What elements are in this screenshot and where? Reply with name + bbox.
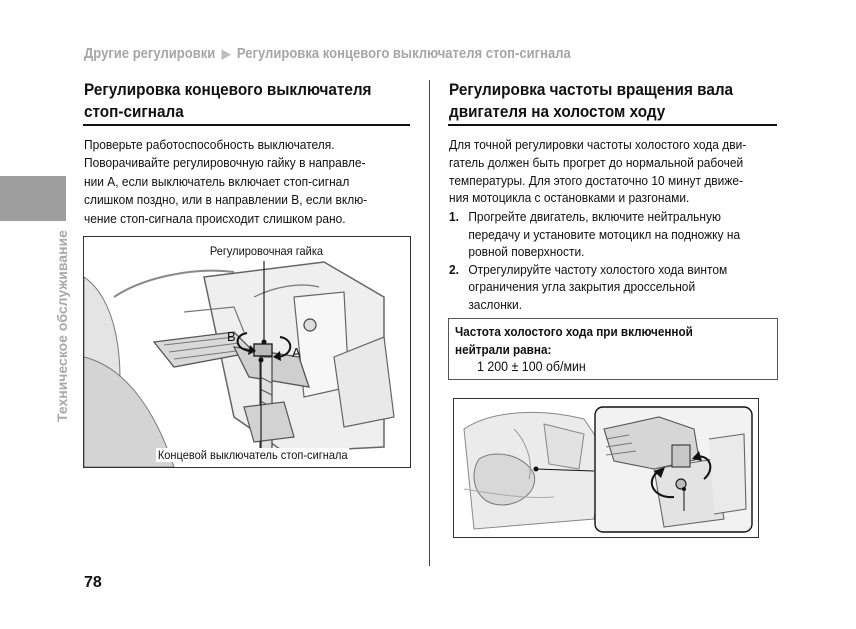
section-tab bbox=[0, 176, 66, 221]
right-title-line: двигателя на холостом ходу bbox=[449, 102, 666, 121]
step-line: ограничения угла закрытия дроссельной bbox=[468, 279, 696, 295]
breadcrumb-current: Регулировка концевого выключателя стоп-сигнала bbox=[236, 46, 571, 62]
text-line: нии A, если выключатель включает стоп-сигнал bbox=[84, 173, 350, 189]
text-line: Проверьте работоспособность выключателя. bbox=[84, 137, 335, 152]
text-line: чение стоп-сигнала происходит слишком рано. bbox=[84, 210, 346, 226]
text-line: температуры. Для этого достаточно 10 минут движе- bbox=[449, 172, 743, 188]
step-line: заслонки. bbox=[468, 296, 523, 312]
idle-speed-spec-box bbox=[448, 318, 778, 380]
brake-switch-illustration bbox=[84, 237, 410, 467]
text-line: слишком поздно, или в направлении B, если вклю- bbox=[84, 192, 368, 208]
spec-title-line: Частота холостого хода при включенной bbox=[455, 324, 693, 339]
step-line: Прогрейте двигатель, включите нейтральную bbox=[468, 209, 721, 224]
text-line: Поворачивайте регулировочную гайку в направле- bbox=[84, 155, 366, 171]
column-divider bbox=[429, 80, 430, 566]
left-section-title bbox=[84, 79, 371, 123]
spec-title-line: нейтрали равна: bbox=[455, 342, 552, 357]
breadcrumb-parent: Другие регулировки bbox=[84, 46, 216, 62]
breadcrumb-arrow-icon: ▶ bbox=[221, 46, 231, 61]
adjusting-nut-label: Регулировочная гайка bbox=[209, 244, 324, 258]
section-label-text: Техническое обслуживание bbox=[54, 230, 70, 422]
text-line: Для точной регулировки частоты холостого хода дви- bbox=[449, 137, 747, 152]
marker-b: B bbox=[227, 329, 236, 344]
right-section-title bbox=[449, 79, 733, 123]
breadcrumb bbox=[84, 46, 571, 62]
spec-value: 1 200 ± 100 об/мин bbox=[477, 359, 586, 374]
step-line: ровной поверхности. bbox=[468, 244, 585, 260]
marker-a: A bbox=[292, 345, 301, 360]
idle-screw-figure bbox=[453, 398, 759, 538]
procedure-steps bbox=[449, 208, 740, 314]
procedure-step bbox=[449, 208, 740, 261]
right-title-line: Регулировка частоты вращения вала bbox=[449, 80, 734, 99]
page-number: 78 bbox=[84, 574, 102, 591]
left-title-rule bbox=[83, 124, 410, 126]
step-line: передачу и установите мотоцикл на подножку на bbox=[468, 226, 741, 242]
brake-switch-label: Концевой выключатель стоп-сигнала bbox=[157, 448, 348, 462]
left-title-line: Регулировка концевого выключателя bbox=[84, 80, 372, 99]
step-line: Отрегулируйте частоту холостого хода винтом bbox=[468, 261, 728, 277]
step-number: 2. bbox=[449, 261, 459, 277]
brake-switch-figure bbox=[83, 236, 411, 468]
spec-title bbox=[455, 323, 693, 359]
left-body-text bbox=[84, 136, 367, 228]
idle-screw-illustration bbox=[454, 399, 758, 537]
text-line: ния мотоцикла с остановками и разгонами. bbox=[449, 190, 690, 206]
section-label bbox=[54, 232, 72, 422]
left-title-line: стоп-сигнала bbox=[84, 102, 184, 121]
text-line: гатель должен быть прогрет до нормальной рабочей bbox=[449, 154, 744, 170]
step-number: 1. bbox=[449, 209, 459, 224]
right-body-text bbox=[449, 136, 746, 207]
right-title-rule bbox=[448, 124, 777, 126]
procedure-step bbox=[449, 261, 740, 314]
